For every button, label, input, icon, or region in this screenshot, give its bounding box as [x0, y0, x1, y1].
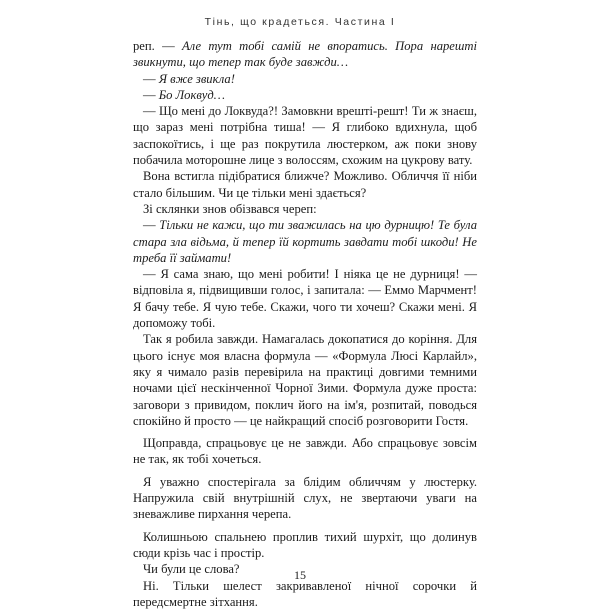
- text-run: Зі склянки знов обізвався череп:: [143, 202, 317, 216]
- text-run: реп. —: [133, 39, 182, 53]
- text-run: Вона встигла підібратися ближче? Можливо. Обличчя її ніби стало більшим. Чи це тільки мені здається?: [133, 169, 477, 199]
- paragraph: [133, 87, 477, 103]
- paragraph: [133, 217, 477, 266]
- paragraph: [133, 168, 477, 201]
- paragraph: [133, 435, 477, 468]
- paragraph: [133, 474, 477, 523]
- text-run: Так я робила завжди. Намагалась докопатися до коріння. Для цього існує моя власна формула — «Формула Люсі Карлайл», яку я чимало разів перевірила на практиці довгими темними ночами цієї нескінченної Чорної Зими. Формула дуже проста: заговори з привидом, поклич його на ім'я, розпитай, поводься спокійно й просто — це найкращий спосіб розговорити Гостя.: [133, 332, 477, 427]
- text-run: Колишньою спальнею проплив тихий шурхіт, що долинув сюди крізь час і простір.: [133, 530, 477, 560]
- paragraph: [133, 103, 477, 168]
- text-run: — Я сама знаю, що мені робити! І ніяка це не дурниця! — відповіла я, підвищивши голос, і запитала: — Еммо Марчмент! Я бачу тебе. Я чую тебе. Скажи, чого ти хочеш? Скажи мені. Я допоможу тобі.: [133, 267, 477, 330]
- italic-run: Бо Локвуд…: [159, 88, 225, 102]
- text-run: —: [143, 218, 159, 232]
- paragraph: [133, 266, 477, 331]
- italic-run: Я вже звикла!: [159, 72, 235, 86]
- text-run: —: [143, 72, 159, 86]
- text-run: —: [143, 88, 159, 102]
- paragraph: [133, 201, 477, 217]
- paragraph: [133, 331, 477, 429]
- paragraph: [133, 38, 477, 71]
- text-run: Я уважно спостерігала за блідим обличчям у люстерку. Напружила свій внутрішній слух, не звертаючи уваги на зневажливе пирхання черепа.: [133, 475, 477, 522]
- text-run: Щоправда, спрацьовує це не завжди. Або спрацьовує зовсім не так, як тобі хочеться.: [133, 436, 477, 466]
- paragraph: [133, 529, 477, 562]
- italic-run: Але тут тобі самій не впоратись. Пора нарешті звикнути, що тепер так буде завжди…: [133, 39, 477, 69]
- text-run: — Що мені до Локвуда?! Замовкни врешті-решт! Ти ж знаєш, що зараз мені потрібна тиша! — Я глибоко вдихнула, щоб заспокоїтись, і ще раз покрутила люстерком, аж поки знову побачила моторошне лице з волоссям, схожим на цукрову вату.: [133, 104, 477, 167]
- paragraph: [133, 71, 477, 87]
- page-number: 15: [0, 568, 600, 583]
- running-header: Тінь, що крадеться. Частина І: [0, 16, 600, 28]
- body-text: [133, 38, 477, 610]
- text-run: Ні. Тільки шелест закривавленої нічної сорочки й передсмертне зітхання.: [133, 579, 477, 609]
- italic-run: Тільки не кажи, що ти зважилась на цю дурницю! Те була стара зла відьма, й тепер їй кортить завдати тобі шкоди! Не треба її займати!: [133, 218, 477, 265]
- text-run: Чи були це слова?: [143, 562, 240, 576]
